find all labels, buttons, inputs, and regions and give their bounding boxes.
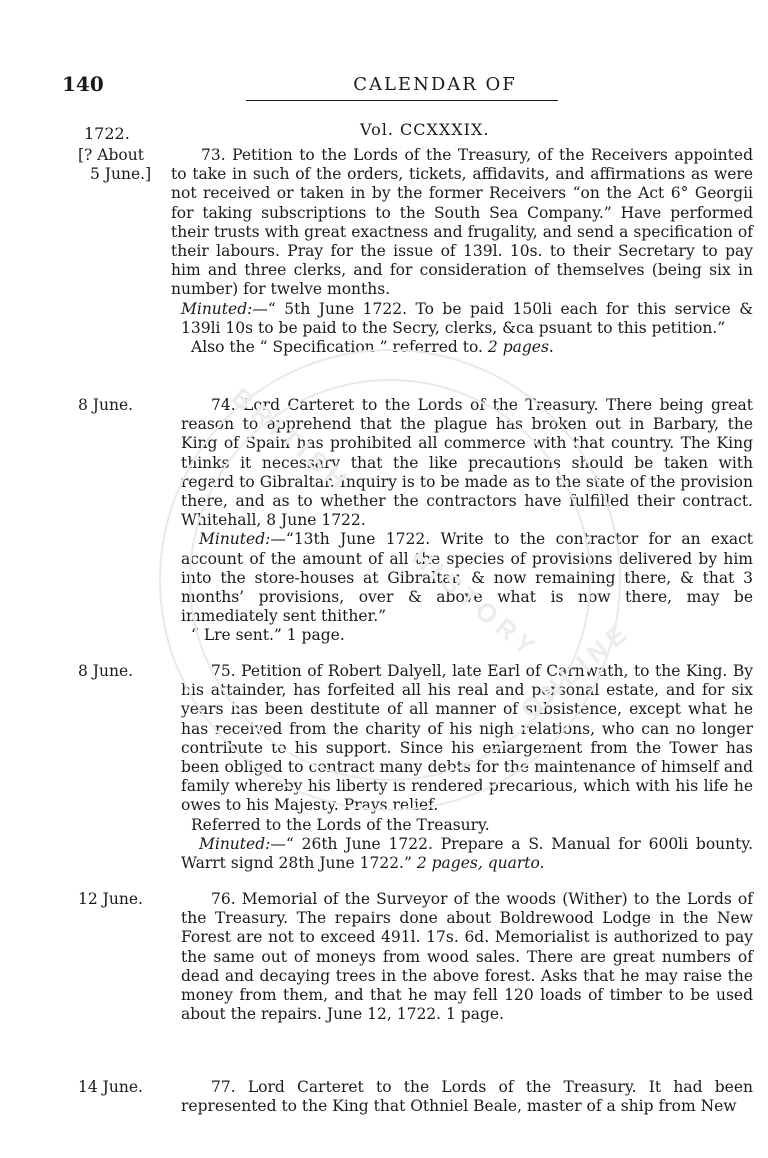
minuted-label: Minuted:: [199, 834, 271, 853]
note-text: Also the “ Specification ” referred to.: [191, 338, 483, 357]
minuted-label: Minuted:: [199, 530, 271, 549]
entry-body: [181, 662, 753, 873]
entry-minuted: [181, 835, 753, 873]
page-count: 2 pages.: [487, 338, 554, 357]
entry-note: “ Lre sent.” 1 page.: [191, 626, 345, 645]
entry-text: 75. Petition of Robert Dalyell, late Earl of Carnwath, to the King. By his attainder, has forfeited all his real and personal estate, and for six years has been destitute of all manner of subsistence, except what he has received from the charity of his nigh relations, who can no longer contribute to his support. Since his enlargement from the Tower has been obliged to contract many debts for the maintenance of himself and family whereby his liberty is rendered precarious, which with his life he owes to his Majesty. Prays relief.: [181, 662, 753, 815]
entry-text: 76. Memorial of the Surveyor of the woods (Wither) to the Lords of the Treasury. The repairs done about Boldrewood Lodge in the New Forest are not to exceed 491l. 17s. 6d. Memorialist is authorized to pay the same out of moneys from wood sales. There are great numbers of dead and decaying trees in the above forest. Asks that he may raise the money from them, and that he may fell 120 loads of timber to be used about the repairs. June 12, 1722. 1 page.: [181, 890, 753, 1024]
page-count: 2 pages, quarto.: [416, 854, 545, 873]
entry-text: 77. Lord Carteret to the Lords of the Treasury. It had been represented to the King that Othniel Beale, master of a ship from New: [181, 1078, 753, 1116]
entry-date-line: 12 June.: [78, 890, 143, 908]
volume-label: Vol. CCXXXIX.: [360, 120, 490, 139]
minuted-label: Minuted:: [181, 299, 253, 318]
svg-text:HISTORY: HISTORY: [406, 541, 546, 665]
header-rule: [246, 100, 558, 101]
year-label: 1722.: [84, 124, 130, 143]
svg-text:BRITISH: BRITISH: [226, 381, 358, 499]
entry-body: [181, 890, 753, 1024]
entry-date-line: 8 June.: [78, 396, 134, 414]
entry-date: [78, 396, 170, 415]
entry-date-line: 5 June.]: [90, 165, 152, 183]
entry-note: Referred to the Lords of the Treasury.: [191, 815, 490, 834]
entry-body: [171, 146, 753, 357]
entry-text: 73. Petition to the Lords of the Treasury, of the Receivers appointed to take in such of the orders, tickets, affidavits, and affirmations as were not received or taken in by the former Receivers “on the Act 6° Georgii for taking subscriptions to the South Sea Company.” Have performed their trusts with great exactness and frugality, and send a specification of their labours. Pray for the issue of 139l. 10s. to their Secretary to pay him and three clerks, and for consideration of themselves (being six in number) for twelve months.: [171, 146, 753, 299]
entry-text: 74. Lord Carteret to the Lords of the Treasury. There being great reason to apprehend that the plague has broken out in Barbary, the King of Spain has prohibited all commerce with that country. The King thinks it necessary that the like precautions should be taken with regard to Gibraltar. Inquiry is to be made as to the state of the provision there, and as to whether the contractors have fulfilled their contract. Whitehall, 8 June 1722.: [181, 396, 753, 530]
entry-minuted: [181, 530, 753, 626]
minuted-text: —“13th June 1722. Write to the contractor for an exact account of the amount of all the species of provisions delivered by him into the store-houses at Gibraltar, & now remaining there, & that 3 months’ provisions, over & above what is now there, may be immediately sent thither.”: [181, 530, 753, 626]
svg-text:ONLINE: ONLINE: [514, 615, 637, 725]
entry-minuted: [181, 300, 753, 338]
running-title: CALENDAR OF: [353, 74, 517, 95]
page-number: 140: [62, 72, 104, 96]
minuted-text: —“ 26th June 1722. Prepare a S. Manual for 600li bounty. Warrt signd 28th June 1722.”: [181, 834, 753, 873]
minuted-text: —“ 5th June 1722. To be paid 150li each for this service & 139li 10s to be paid to the Secry, clerks, &ca psuant to this petition.”: [181, 299, 753, 337]
entry-date-line: 8 June.: [78, 662, 134, 680]
entry-note: [181, 338, 753, 357]
entry-date: [78, 890, 170, 909]
entry-date-line: 14 June.: [78, 1078, 143, 1096]
entry-date: [78, 662, 170, 681]
entry-date: [78, 146, 170, 184]
entry-date-line: [? About: [78, 146, 144, 164]
entry-body: [181, 396, 753, 646]
entry-date: [78, 1078, 170, 1097]
entry-body: [181, 1078, 753, 1116]
